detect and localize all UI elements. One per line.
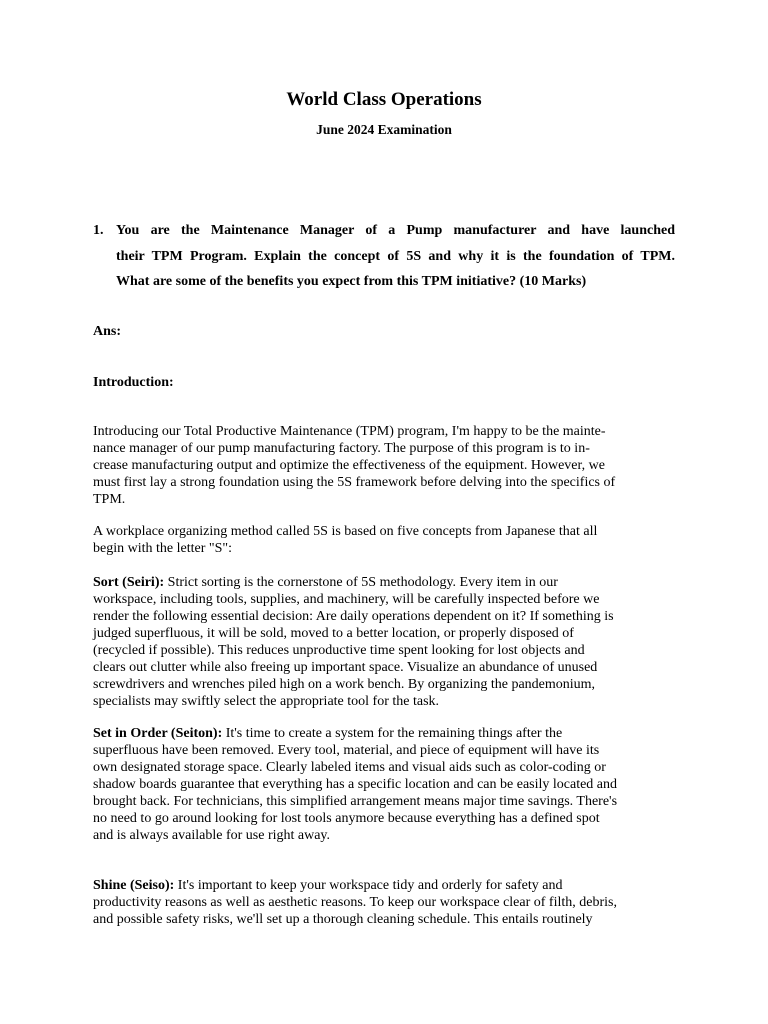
- sort-label: Sort (Seiri):: [93, 575, 165, 590]
- paragraph-line: Introducing our Total Productive Maintenance (TPM) program, I'm happy to be the mainte-: [93, 424, 606, 439]
- paragraph-line: [93, 877, 675, 894]
- paragraph-line: judged superfluous, it will be sold, moved to a better location, or properly disposed of: [93, 626, 574, 641]
- paragraph-line: TPM.: [93, 492, 126, 507]
- introduction-heading: Introduction:: [93, 375, 174, 390]
- paragraph-line: [93, 574, 675, 591]
- answer-label: Ans:: [93, 324, 122, 339]
- paragraph-line: own designated storage space. Clearly labeled items and visual aids such as color-coding or: [93, 760, 606, 775]
- question-line: their TPM Program. Explain the concept of 5S and why it is the foundation of TPM.: [116, 248, 675, 264]
- paragraph-line: brought back. For technicians, this simplified arrangement means major time savings. There's: [93, 794, 618, 809]
- paragraph-line: no need to go around looking for lost tools anymore because everything has a defined spot: [93, 811, 600, 826]
- set-in-order-label: Set in Order (Seiton):: [93, 726, 223, 741]
- paragraph-line: must first lay a strong foundation using the 5S framework before delving into the specifics of: [93, 475, 616, 490]
- paragraph-line: specialists may swiftly select the appropriate tool for the task.: [93, 694, 440, 709]
- paragraph-line: and is always available for use right away.: [93, 828, 331, 843]
- paragraph-set-in-order: [93, 725, 675, 844]
- paragraph-line: render the following essential decision: Are daily operations dependent on it? If something is: [93, 609, 614, 624]
- paragraph-line: crease manufacturing output and optimize the effectiveness of the equipment. However, we: [93, 458, 605, 473]
- paragraph-line: [93, 725, 675, 742]
- paragraph-line: workspace, including tools, supplies, and machinery, will be carefully inspected before we: [93, 592, 600, 607]
- paragraph-line-text: It's time to create a system for the remaining things after the: [222, 726, 563, 741]
- paragraph-line: clears out clutter while also freeing up important space. Visualize an abundance of unused: [93, 660, 598, 675]
- paragraph-line: superfluous have been removed. Every tool, material, and piece of equipment will have its: [93, 743, 600, 758]
- paragraph-line: productivity reasons as well as aesthetic reasons. To keep our workspace clear of filth, debris,: [93, 895, 617, 910]
- question-1: [93, 218, 675, 295]
- document-subtitle: June 2024 Examination: [316, 122, 452, 137]
- paragraph-line-text: It's important to keep your workspace tidy and orderly for safety and: [174, 878, 563, 893]
- shine-label: Shine (Seiso):: [93, 878, 175, 893]
- paragraph-line: shadow boards guarantee that everything has a specific location and can be easily located and: [93, 777, 618, 792]
- paragraph-line: nance manager of our pump manufacturing factory. The purpose of this program is to in-: [93, 441, 590, 456]
- paragraph-sort: [93, 574, 675, 710]
- paragraph-line: begin with the letter "S":: [93, 541, 232, 556]
- paragraph-line: (recycled if possible). This reduces unproductive time spent looking for lost objects and: [93, 643, 585, 658]
- paragraph-intro: [93, 423, 675, 508]
- question-line: What are some of the benefits you expect from this TPM initiative? (10 Marks): [116, 274, 587, 289]
- paragraph-line: and possible safety risks, we'll set up a thorough cleaning schedule. This entails routinely: [93, 912, 593, 927]
- paragraph-line: screwdrivers and wrenches piled high on a work bench. By organizing the pandemonium,: [93, 677, 596, 692]
- paragraph-shine: [93, 877, 675, 928]
- document-title: World Class Operations: [286, 89, 482, 110]
- paragraph-line: A workplace organizing method called 5S is based on five concepts from Japanese that all: [93, 524, 598, 539]
- paragraph-five-s: [93, 523, 675, 557]
- question-number: 1.: [93, 223, 104, 238]
- paragraph-line-text: Strict sorting is the cornerstone of 5S methodology. Every item in our: [164, 575, 558, 590]
- question-line: You are the Maintenance Manager of a Pump manufacturer and have launched: [116, 223, 675, 238]
- question-text: [116, 218, 675, 295]
